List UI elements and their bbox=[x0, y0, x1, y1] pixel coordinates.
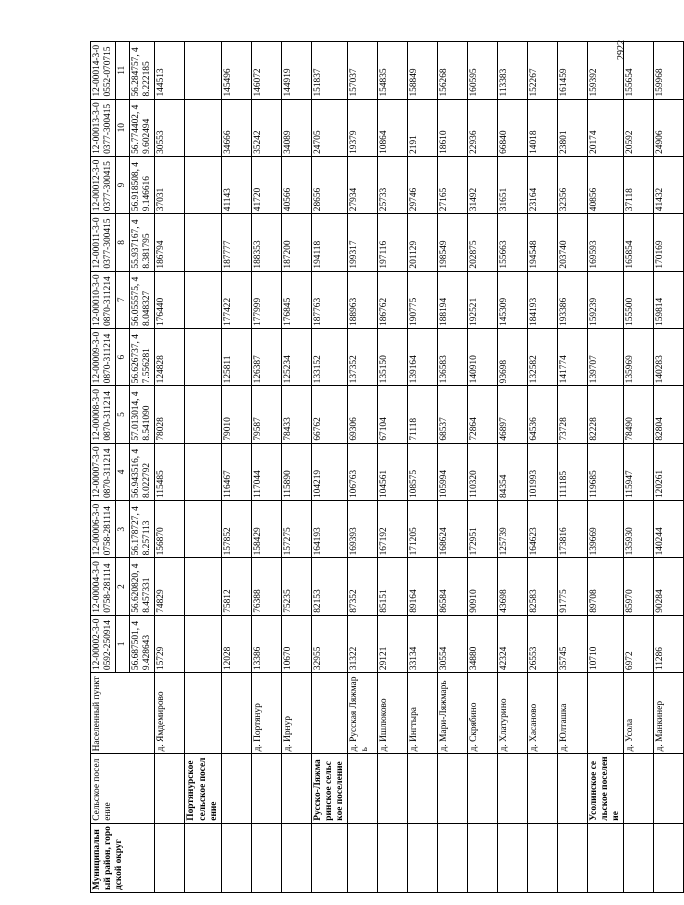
locality-cell: д. Портянур bbox=[251, 673, 281, 754]
value-cell: 31492 bbox=[468, 156, 498, 213]
value-cell: 158849 bbox=[408, 42, 438, 100]
value-cell bbox=[185, 99, 221, 156]
column-coords: 56.918508, 49.146616 bbox=[130, 156, 155, 213]
value-cell: 72864 bbox=[468, 386, 498, 443]
district-cell bbox=[438, 823, 468, 892]
value-cell: 177422 bbox=[221, 271, 251, 328]
settlement-cell bbox=[348, 754, 378, 823]
value-cell: 119685 bbox=[588, 443, 624, 500]
value-cell: 169393 bbox=[348, 501, 378, 558]
settlement-cell: Русско-Ляжмаринское сельское поселение bbox=[311, 754, 347, 823]
table-row bbox=[221, 42, 251, 893]
value-cell: 106763 bbox=[348, 443, 378, 500]
value-cell: 90284 bbox=[654, 558, 684, 615]
value-cell: 35242 bbox=[251, 99, 281, 156]
value-cell: 90910 bbox=[468, 558, 498, 615]
value-cell: 71118 bbox=[408, 386, 438, 443]
value-cell: 11286 bbox=[654, 615, 684, 672]
value-cell: 32955 bbox=[311, 615, 347, 672]
value-cell: 159968 bbox=[654, 42, 684, 100]
value-cell: 156870 bbox=[155, 501, 185, 558]
value-cell: 203740 bbox=[558, 214, 588, 271]
value-cell: 141774 bbox=[558, 328, 588, 385]
value-cell: 193386 bbox=[558, 271, 588, 328]
column-number: 6 bbox=[116, 328, 130, 385]
value-cell: 15729 bbox=[155, 615, 185, 672]
value-cell: 132582 bbox=[528, 328, 558, 385]
table-row bbox=[558, 42, 588, 893]
district-cell bbox=[654, 823, 684, 892]
value-cell: 188353 bbox=[251, 214, 281, 271]
value-cell: 110320 bbox=[468, 443, 498, 500]
value-cell: 27934 bbox=[348, 156, 378, 213]
value-cell: 159239 bbox=[588, 271, 624, 328]
value-cell: 152267 bbox=[528, 42, 558, 100]
value-cell: 26553 bbox=[528, 615, 558, 672]
table-row bbox=[348, 42, 378, 893]
table-row bbox=[378, 42, 408, 893]
value-cell bbox=[185, 615, 221, 672]
value-cell: 10710 bbox=[588, 615, 624, 672]
column-coords: 55.937167, 48.381795 bbox=[130, 214, 155, 271]
value-cell: 145496 bbox=[221, 42, 251, 100]
distance-table bbox=[90, 41, 684, 893]
district-cell bbox=[155, 823, 185, 892]
value-cell: 68537 bbox=[438, 386, 468, 443]
value-cell: 41432 bbox=[654, 156, 684, 213]
district-cell bbox=[624, 823, 654, 892]
value-cell: 85970 bbox=[624, 558, 654, 615]
district-cell bbox=[468, 823, 498, 892]
locality-cell bbox=[185, 673, 221, 754]
settlement-cell: Усолинское сельское поселение bbox=[588, 754, 624, 823]
value-cell: 168624 bbox=[438, 501, 468, 558]
value-cell: 198549 bbox=[438, 214, 468, 271]
value-cell: 79587 bbox=[251, 386, 281, 443]
value-cell: 74829 bbox=[155, 558, 185, 615]
column-number: 9 bbox=[116, 156, 130, 213]
settlement-cell bbox=[281, 754, 311, 823]
table-row bbox=[251, 42, 281, 893]
value-cell: 157275 bbox=[281, 501, 311, 558]
column-number: 2 bbox=[116, 558, 130, 615]
value-cell: 69306 bbox=[348, 386, 378, 443]
value-cell: 139164 bbox=[408, 328, 438, 385]
table-row bbox=[155, 42, 185, 893]
value-cell: 46897 bbox=[498, 386, 528, 443]
value-cell: 186762 bbox=[378, 271, 408, 328]
value-cell: 37118 bbox=[624, 156, 654, 213]
value-cell: 33134 bbox=[408, 615, 438, 672]
column-number: 3 bbox=[116, 501, 130, 558]
value-cell: 160595 bbox=[468, 42, 498, 100]
district-cell bbox=[221, 823, 251, 892]
value-cell: 135969 bbox=[624, 328, 654, 385]
settlement-cell bbox=[438, 754, 468, 823]
value-cell: 23801 bbox=[558, 99, 588, 156]
locality-cell: д. Манкинер bbox=[654, 673, 684, 754]
settlement-cell bbox=[221, 754, 251, 823]
value-cell bbox=[185, 328, 221, 385]
value-cell: 125739 bbox=[498, 501, 528, 558]
value-cell: 40856 bbox=[588, 156, 624, 213]
value-cell: 199317 bbox=[348, 214, 378, 271]
locality-cell: д. Ишлюково bbox=[378, 673, 408, 754]
value-cell: 165854 bbox=[624, 214, 654, 271]
column-coords: 56.620820, 48.457331 bbox=[130, 558, 155, 615]
value-cell: 29746 bbox=[408, 156, 438, 213]
column-coords: 56.774402, 49.602494 bbox=[130, 99, 155, 156]
value-cell: 31322 bbox=[348, 615, 378, 672]
locality-cell: д. Русская Ляжмарь bbox=[348, 673, 378, 754]
value-cell: 117044 bbox=[251, 443, 281, 500]
value-cell: 28656 bbox=[311, 156, 347, 213]
district-cell bbox=[498, 823, 528, 892]
value-cell: 79010 bbox=[221, 386, 251, 443]
value-cell: 20174 bbox=[588, 99, 624, 156]
value-cell: 125234 bbox=[281, 328, 311, 385]
value-cell: 25733 bbox=[378, 156, 408, 213]
value-cell: 73728 bbox=[558, 386, 588, 443]
locality-cell bbox=[221, 673, 251, 754]
column-coords: 56.943516, 48.022792 bbox=[130, 443, 155, 500]
table-row bbox=[408, 42, 438, 893]
value-cell: 170169 bbox=[654, 214, 684, 271]
value-cell: 10864 bbox=[378, 99, 408, 156]
settlement-cell bbox=[251, 754, 281, 823]
value-cell bbox=[185, 214, 221, 271]
value-cell: 64536 bbox=[528, 386, 558, 443]
value-cell: 115890 bbox=[281, 443, 311, 500]
value-cell: 89708 bbox=[588, 558, 624, 615]
value-cell: 140283 bbox=[654, 328, 684, 385]
column-code: 12-00012-3-00377-300415 bbox=[91, 156, 116, 213]
table-row bbox=[654, 42, 684, 893]
value-cell: 155663 bbox=[498, 214, 528, 271]
value-cell: 157037 bbox=[348, 42, 378, 100]
settlement-cell: Портянурское сельское поселение bbox=[185, 754, 221, 823]
settlement-cell bbox=[468, 754, 498, 823]
column-number: 1 bbox=[116, 615, 130, 672]
value-cell: 76388 bbox=[251, 558, 281, 615]
value-cell: 43698 bbox=[498, 558, 528, 615]
value-cell: 159392 bbox=[588, 42, 624, 100]
value-cell: 167192 bbox=[378, 501, 408, 558]
value-cell: 23164 bbox=[528, 156, 558, 213]
value-cell: 104561 bbox=[378, 443, 408, 500]
value-cell: 75235 bbox=[281, 558, 311, 615]
value-cell: 139707 bbox=[588, 328, 624, 385]
settlement-cell bbox=[408, 754, 438, 823]
value-cell: 194118 bbox=[311, 214, 347, 271]
value-cell: 87352 bbox=[348, 558, 378, 615]
value-cell: 194548 bbox=[528, 214, 558, 271]
table-body bbox=[91, 42, 684, 893]
district-cell bbox=[528, 823, 558, 892]
value-cell: 124828 bbox=[155, 328, 185, 385]
value-cell: 6972 bbox=[624, 615, 654, 672]
value-cell: 125811 bbox=[221, 328, 251, 385]
value-cell: 82153 bbox=[311, 558, 347, 615]
locality-header: Населенный пункт bbox=[91, 673, 155, 754]
value-cell: 84354 bbox=[498, 443, 528, 500]
value-cell: 164623 bbox=[528, 501, 558, 558]
value-cell: 164193 bbox=[311, 501, 347, 558]
locality-cell: д. Юлташка bbox=[558, 673, 588, 754]
value-cell: 78028 bbox=[155, 386, 185, 443]
column-coords: 56.055575, 48.048327 bbox=[130, 271, 155, 328]
value-cell: 104219 bbox=[311, 443, 347, 500]
value-cell bbox=[185, 156, 221, 213]
value-cell: 18610 bbox=[438, 99, 468, 156]
value-cell: 144513 bbox=[155, 42, 185, 100]
column-code: 12-00010-3-00870-311214 bbox=[91, 271, 116, 328]
value-cell: 169593 bbox=[588, 214, 624, 271]
value-cell: 78433 bbox=[281, 386, 311, 443]
value-cell: 177999 bbox=[251, 271, 281, 328]
locality-cell: д. Усола bbox=[624, 673, 654, 754]
value-cell: 139669 bbox=[588, 501, 624, 558]
locality-cell: д. Ирнур bbox=[281, 673, 311, 754]
column-coords: 56.626737, 47.556281 bbox=[130, 328, 155, 385]
value-cell: 146072 bbox=[251, 42, 281, 100]
value-cell: 30553 bbox=[155, 99, 185, 156]
value-cell: 171205 bbox=[408, 501, 438, 558]
value-cell: 66840 bbox=[498, 99, 528, 156]
value-cell: 137352 bbox=[348, 328, 378, 385]
value-cell: 158429 bbox=[251, 501, 281, 558]
value-cell: 82583 bbox=[528, 558, 558, 615]
district-cell bbox=[408, 823, 438, 892]
column-code: 12-00013-3-00377-300415 bbox=[91, 99, 116, 156]
value-cell: 186794 bbox=[155, 214, 185, 271]
value-cell: 188194 bbox=[438, 271, 468, 328]
value-cell: 34666 bbox=[221, 99, 251, 156]
column-number: 11 bbox=[116, 42, 130, 100]
value-cell: 31651 bbox=[498, 156, 528, 213]
value-cell: 120261 bbox=[654, 443, 684, 500]
settlement-header: Сельское поселение bbox=[91, 754, 155, 823]
value-cell: 136583 bbox=[438, 328, 468, 385]
district-cell bbox=[558, 823, 588, 892]
settlement-cell bbox=[498, 754, 528, 823]
value-cell: 155500 bbox=[624, 271, 654, 328]
value-cell: 27165 bbox=[438, 156, 468, 213]
value-cell: 135930 bbox=[624, 501, 654, 558]
locality-cell: д. Скрябино bbox=[468, 673, 498, 754]
value-cell: 192521 bbox=[468, 271, 498, 328]
value-cell: 22936 bbox=[468, 99, 498, 156]
district-cell bbox=[251, 823, 281, 892]
value-cell: 85151 bbox=[378, 558, 408, 615]
table-row bbox=[624, 42, 654, 893]
value-cell: 82804 bbox=[654, 386, 684, 443]
table-row bbox=[438, 42, 468, 893]
value-cell: 34089 bbox=[281, 99, 311, 156]
settlement-cell bbox=[654, 754, 684, 823]
value-cell: 89164 bbox=[408, 558, 438, 615]
value-cell bbox=[185, 42, 221, 100]
column-code: 12-00006-3-00758-281114 bbox=[91, 501, 116, 558]
value-cell: 108575 bbox=[408, 443, 438, 500]
column-code: 12-00007-3-00870-311214 bbox=[91, 443, 116, 500]
value-cell: 140910 bbox=[468, 328, 498, 385]
value-cell: 155654 bbox=[624, 42, 654, 100]
value-cell: 42324 bbox=[498, 615, 528, 672]
column-number: 10 bbox=[116, 99, 130, 156]
value-cell: 135150 bbox=[378, 328, 408, 385]
value-cell bbox=[185, 501, 221, 558]
value-cell: 24705 bbox=[311, 99, 347, 156]
value-cell: 67104 bbox=[378, 386, 408, 443]
value-cell: 35745 bbox=[558, 615, 588, 672]
table-row bbox=[185, 42, 221, 893]
table-row bbox=[311, 42, 347, 893]
value-cell: 133152 bbox=[311, 328, 347, 385]
value-cell: 202875 bbox=[468, 214, 498, 271]
value-cell: 187763 bbox=[311, 271, 347, 328]
column-code: 12-00009-3-00870-311214 bbox=[91, 328, 116, 385]
value-cell: 13386 bbox=[251, 615, 281, 672]
page-number: 2922 bbox=[616, 40, 627, 60]
value-cell: 105994 bbox=[438, 443, 468, 500]
value-cell bbox=[185, 443, 221, 500]
value-cell: 187200 bbox=[281, 214, 311, 271]
value-cell: 157852 bbox=[221, 501, 251, 558]
value-cell: 126387 bbox=[251, 328, 281, 385]
value-cell: 41143 bbox=[221, 156, 251, 213]
value-cell: 197116 bbox=[378, 214, 408, 271]
value-cell: 190775 bbox=[408, 271, 438, 328]
column-code: 12-00008-3-00870-311214 bbox=[91, 386, 116, 443]
column-coords: 56.178727, 48.257113 bbox=[130, 501, 155, 558]
value-cell: 75812 bbox=[221, 558, 251, 615]
value-cell: 151837 bbox=[311, 42, 347, 100]
value-cell: 12028 bbox=[221, 615, 251, 672]
value-cell: 187777 bbox=[221, 214, 251, 271]
settlement-cell bbox=[624, 754, 654, 823]
value-cell: 2191 bbox=[408, 99, 438, 156]
column-code: 12-00011-3-00377-300415 bbox=[91, 214, 116, 271]
value-cell: 154835 bbox=[378, 42, 408, 100]
column-coords: 56.687501, 49.428643 bbox=[130, 615, 155, 672]
locality-cell: д. Ямдемирово bbox=[155, 673, 185, 754]
locality-cell bbox=[588, 673, 624, 754]
table-row bbox=[498, 42, 528, 893]
district-header: Муниципальный район, городской округ bbox=[91, 823, 155, 892]
table-row bbox=[528, 42, 558, 893]
column-number: 5 bbox=[116, 386, 130, 443]
value-cell: 66762 bbox=[311, 386, 347, 443]
value-cell: 173816 bbox=[558, 501, 588, 558]
column-code: 12-00002-3-00592-250914 bbox=[91, 615, 116, 672]
value-cell: 86584 bbox=[438, 558, 468, 615]
value-cell: 91775 bbox=[558, 558, 588, 615]
value-cell: 116467 bbox=[221, 443, 251, 500]
value-cell: 172951 bbox=[468, 501, 498, 558]
value-cell: 188963 bbox=[348, 271, 378, 328]
value-cell: 20592 bbox=[624, 99, 654, 156]
value-cell: 115485 bbox=[155, 443, 185, 500]
value-cell: 201129 bbox=[408, 214, 438, 271]
table-row bbox=[468, 42, 498, 893]
locality-cell bbox=[311, 673, 347, 754]
value-cell: 29121 bbox=[378, 615, 408, 672]
locality-cell: д. Хасаново bbox=[528, 673, 558, 754]
value-cell: 41720 bbox=[251, 156, 281, 213]
locality-cell: д. Мари-Ляжмарь bbox=[438, 673, 468, 754]
value-cell: 34880 bbox=[468, 615, 498, 672]
table-row bbox=[588, 42, 624, 893]
value-cell: 161459 bbox=[558, 42, 588, 100]
district-cell bbox=[348, 823, 378, 892]
value-cell: 93698 bbox=[498, 328, 528, 385]
value-cell: 176845 bbox=[281, 271, 311, 328]
value-cell bbox=[185, 558, 221, 615]
settlement-cell bbox=[558, 754, 588, 823]
value-cell bbox=[185, 271, 221, 328]
column-coords: 57.013014, 48.541090 bbox=[130, 386, 155, 443]
value-cell: 14018 bbox=[528, 99, 558, 156]
value-cell: 176440 bbox=[155, 271, 185, 328]
column-code: 12-00004-3-00758-281114 bbox=[91, 558, 116, 615]
district-cell bbox=[378, 823, 408, 892]
column-number: 7 bbox=[116, 271, 130, 328]
value-cell: 159814 bbox=[654, 271, 684, 328]
column-number: 8 bbox=[116, 214, 130, 271]
district-cell bbox=[185, 823, 221, 892]
value-cell: 184193 bbox=[528, 271, 558, 328]
value-cell: 101993 bbox=[528, 443, 558, 500]
settlement-cell bbox=[155, 754, 185, 823]
value-cell: 145309 bbox=[498, 271, 528, 328]
district-cell bbox=[281, 823, 311, 892]
district-cell bbox=[311, 823, 347, 892]
value-cell bbox=[185, 386, 221, 443]
value-cell: 115947 bbox=[624, 443, 654, 500]
value-cell: 78490 bbox=[624, 386, 654, 443]
value-cell: 156268 bbox=[438, 42, 468, 100]
column-coords: 56.284757, 48.222185 bbox=[130, 42, 155, 100]
column-code: 12-00014-3-00552-070715 bbox=[91, 42, 116, 100]
value-cell: 30554 bbox=[438, 615, 468, 672]
value-cell: 32356 bbox=[558, 156, 588, 213]
header-row-codes bbox=[91, 42, 116, 893]
district-cell bbox=[588, 823, 624, 892]
locality-cell: д. Хлатурино bbox=[498, 673, 528, 754]
locality-cell: д. Ингтыра bbox=[408, 673, 438, 754]
value-cell: 111185 bbox=[558, 443, 588, 500]
value-cell: 113383 bbox=[498, 42, 528, 100]
value-cell: 37031 bbox=[155, 156, 185, 213]
column-number: 4 bbox=[116, 443, 130, 500]
table-row bbox=[281, 42, 311, 893]
settlement-cell bbox=[378, 754, 408, 823]
value-cell: 24906 bbox=[654, 99, 684, 156]
value-cell: 10670 bbox=[281, 615, 311, 672]
value-cell: 140244 bbox=[654, 501, 684, 558]
settlement-cell bbox=[528, 754, 558, 823]
value-cell: 82228 bbox=[588, 386, 624, 443]
value-cell: 19379 bbox=[348, 99, 378, 156]
value-cell: 40566 bbox=[281, 156, 311, 213]
value-cell: 144919 bbox=[281, 42, 311, 100]
